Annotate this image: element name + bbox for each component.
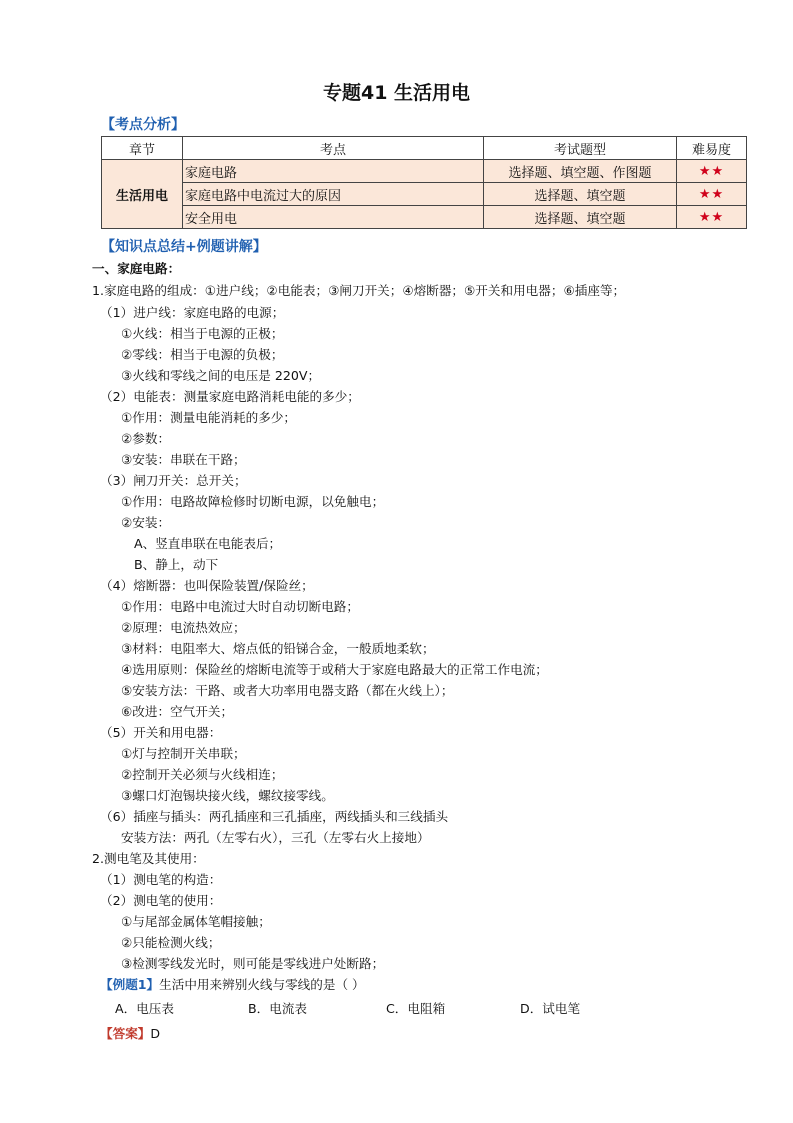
table-row — [102, 160, 747, 183]
text-line: ③火线和零线之间的电压是 220V； — [121, 368, 321, 383]
text-line: ①与尾部金属体笔帽接触； — [121, 914, 271, 929]
chapter-cell: 生活用电 — [102, 160, 183, 229]
section-heading-summary: 【知识点总结+例题讲解】 — [101, 239, 267, 255]
text-line: （1）测电笔的构造： — [100, 872, 222, 887]
answer-value: D — [150, 1026, 161, 1041]
text-line: ①灯与控制开关串联； — [121, 746, 246, 761]
text-line: （1）进户线：家庭电路的电源； — [100, 305, 285, 320]
text-line: 安装方法：两孔（左零右火），三孔（左零右火上接地） — [121, 830, 430, 845]
text-line: ②参数： — [121, 431, 171, 446]
text-line: （4）熔断器：也叫保险装置/保险丝； — [100, 578, 314, 593]
text-line: ②安装： — [121, 515, 171, 530]
text-line: ⑤安装方法：干路、或者大功率用电器支路（都在火线上）； — [121, 683, 454, 698]
point-cell: 安全用电 — [183, 206, 484, 229]
text-line: ②控制开关必须与火线相连； — [121, 767, 284, 782]
type-cell: 选择题、填空题 — [484, 183, 677, 206]
text-line: （3）闸刀开关：总开关； — [100, 473, 247, 488]
header-chapter: 章节 — [102, 137, 183, 160]
point-cell: 家庭电路 — [183, 160, 484, 183]
text-line: ①作用：电路中电流过大时自动切断电路； — [121, 599, 359, 614]
text-line: 1.家庭电路的组成：①进户线；②电能表；③闸刀开关；④熔断器；⑤开关和用电器；⑥插座等； — [92, 283, 626, 298]
example-text: 生活中用来辨别火线与零线的是（ ） — [159, 977, 365, 992]
level-stars: ★★ — [677, 183, 747, 206]
text-line: B、静上，动下 — [134, 557, 219, 572]
example-question — [100, 976, 365, 994]
text-line: 2.测电笔及其使用： — [92, 851, 205, 866]
example-tag: 【例题1】 — [100, 977, 160, 992]
text-line: （5）开关和用电器： — [100, 725, 222, 740]
header-point: 考点 — [183, 137, 484, 160]
text-line: ①作用：测量电能消耗的多少； — [121, 410, 297, 425]
text-line: ③检测零线发光时，则可能是零线进户处断路； — [121, 956, 385, 971]
header-level: 难易度 — [677, 137, 747, 160]
text-line: A、竖直串联在电能表后； — [134, 536, 282, 551]
option-c: C．电阻箱 — [386, 1001, 446, 1016]
level-stars: ★★ — [677, 160, 747, 183]
answer-line — [100, 1025, 160, 1043]
option-b: B．电流表 — [248, 1001, 308, 1016]
option-a: A．电压表 — [115, 1001, 174, 1016]
exam-point-table — [101, 136, 747, 229]
text-line: （2）电能表：测量家庭电路消耗电能的多少； — [100, 389, 360, 404]
table-header-row — [102, 137, 747, 160]
text-line: ⑥改进：空气开关； — [121, 704, 234, 719]
page-title: 专题41 生活用电 — [322, 82, 471, 104]
answer-tag: 【答案】 — [100, 1026, 151, 1041]
header-type: 考试题型 — [484, 137, 677, 160]
text-line: ②原理：电流热效应； — [121, 620, 246, 635]
text-line: （6）插座与插头：两孔插座和三孔插座，两线插头和三线插头 — [100, 809, 449, 824]
heading-line: 一、家庭电路： — [92, 261, 181, 276]
level-stars: ★★ — [677, 206, 747, 229]
type-cell: 选择题、填空题、作图题 — [484, 160, 677, 183]
text-line: （2）测电笔的使用： — [100, 893, 222, 908]
text-line: ③螺口灯泡锡块接火线，螺纹接零线。 — [121, 788, 334, 803]
text-line: ②只能检测火线； — [121, 935, 221, 950]
point-cell: 家庭电路中电流过大的原因 — [183, 183, 484, 206]
text-line: ①火线：相当于电源的正极； — [121, 326, 284, 341]
text-line: ④选用原则：保险丝的熔断电流等于或稍大于家庭电路最大的正常工作电流； — [121, 662, 548, 677]
text-line: ②零线：相当于电源的负极； — [121, 347, 284, 362]
table-row — [102, 206, 747, 229]
text-line: ③安装：串联在干路； — [121, 452, 246, 467]
text-line: ①作用：电路故障检修时切断电源，以免触电； — [121, 494, 385, 509]
table-row — [102, 183, 747, 206]
type-cell: 选择题、填空题 — [484, 206, 677, 229]
text-line: ③材料：电阻率大、熔点低的铅锑合金，一般质地柔软； — [121, 641, 435, 656]
option-d: D．试电笔 — [520, 1001, 581, 1016]
section-heading-analysis: 【考点分析】 — [101, 117, 185, 133]
